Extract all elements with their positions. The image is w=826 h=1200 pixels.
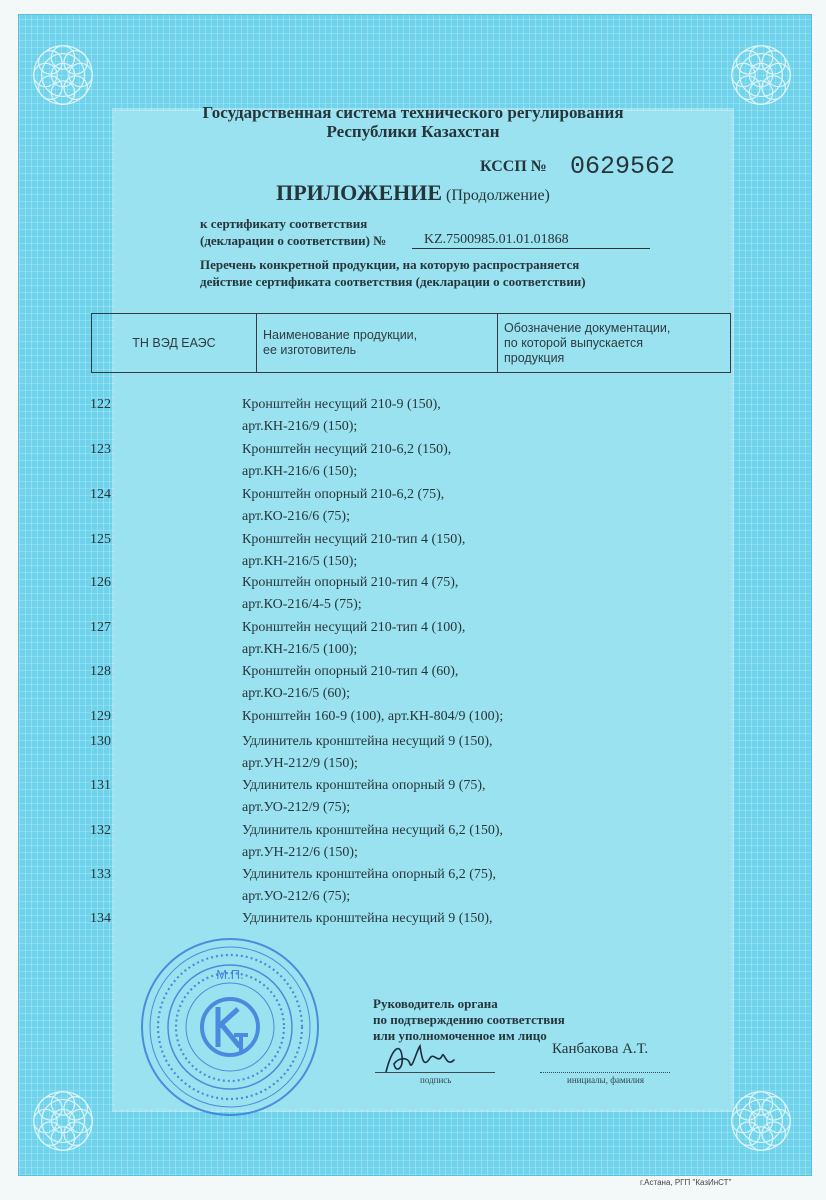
signer-name: Канбакова А.Т. [552, 1041, 649, 1057]
list-intro-line-2: действие сертификата соответствия (декларации о соответствии) [200, 274, 586, 289]
item-name-line-2: арт.КН-216/5 (150); [242, 554, 358, 569]
column-header-table [91, 313, 731, 373]
certificate-number: KZ.7500985.01.01.01868 [412, 232, 650, 249]
signature-line [375, 1072, 495, 1073]
official-stamp [138, 935, 322, 1119]
item-number: 132 [90, 823, 111, 838]
item-name [242, 908, 493, 930]
appendix-title-main: ПРИЛОЖЕНИЕ [276, 180, 443, 205]
item-name-line-1: Кронштейн опорный 210-тип 4 (75), [242, 575, 459, 590]
appendix-title [0, 180, 826, 206]
signatory-title-line-3: или уполномоченное им лицо [373, 1028, 547, 1043]
item-name [242, 661, 458, 705]
signatory-title-line-1: Руководитель органа [373, 996, 498, 1011]
item-name-line-1: Кронштейн несущий 210-тип 4 (150), [242, 532, 466, 547]
item-name-line-2: арт.КН-216/6 (150); [242, 464, 358, 479]
item-name [242, 484, 444, 528]
reference-line-1: к сертификату соответствия [200, 216, 368, 231]
item-name-line-1: Кронштейн несущий 210-9 (150), [242, 397, 441, 412]
column-documentation [498, 314, 731, 373]
column-tn-ved-label: ТН ВЭД ЕАЭС [132, 335, 216, 350]
corner-rosette-bottom-right [722, 1082, 800, 1160]
item-name-line-1: Удлинитель кронштейна опорный 6,2 (75), [242, 867, 497, 882]
corner-rosette-bottom-left [24, 1082, 102, 1160]
signatory-title-line-2: по подтверждению соответствия [373, 1012, 565, 1027]
item-number: 129 [90, 709, 111, 724]
item-name [242, 731, 493, 775]
item-number: 133 [90, 867, 111, 882]
item-number: 134 [90, 911, 111, 926]
column-documentation-line-3: продукция [504, 350, 565, 365]
item-name-line-2: арт.УО-212/9 (75); [242, 800, 351, 815]
header-line-1: Государственная система технического регулирования [202, 103, 624, 122]
item-name-line-1: Кронштейн несущий 210-6,2 (150), [242, 442, 452, 457]
item-name-line-1: Удлинитель кронштейна несущий 9 (150), [242, 911, 493, 926]
item-name [242, 439, 451, 483]
column-product-name [257, 314, 498, 373]
item-name-line-1: Кронштейн опорный 210-тип 4 (60), [242, 664, 459, 679]
kssp-label: КССП № [480, 158, 547, 175]
printer-imprint: г.Астана, РГП "КазИнСТ" [640, 1178, 732, 1187]
item-name-line-2: арт.КН-216/5 (100); [242, 642, 358, 657]
signature-caption: подпись [420, 1075, 452, 1085]
item-name-line-2: арт.КО-216/4-5 (75); [242, 597, 362, 612]
item-name [242, 529, 465, 573]
item-name [242, 617, 465, 661]
item-name [242, 775, 486, 819]
item-name-line-2: арт.КО-216/6 (75); [242, 509, 350, 524]
item-number: 122 [90, 397, 111, 412]
item-number: 123 [90, 442, 111, 457]
item-name-line-1: Удлинитель кронштейна опорный 9 (75), [242, 778, 486, 793]
item-number: 131 [90, 778, 111, 793]
item-name [242, 706, 503, 728]
reference-line-2: (декларации о соответствии) № [200, 233, 387, 248]
item-name-line-1: Кронштейн 160-9 (100), арт.КН-804/9 (100); [242, 709, 504, 724]
item-name-line-2: арт.УН-212/6 (150); [242, 845, 358, 860]
initials-caption: инициалы, фамилия [567, 1075, 644, 1085]
header-line-2: Республики Казахстан [326, 122, 500, 141]
appendix-title-continued: (Продолжение) [446, 187, 550, 204]
item-name-line-2: арт.КН-216/9 (150); [242, 419, 358, 434]
item-number: 124 [90, 487, 111, 502]
stamp-mp: М.П. [216, 967, 244, 982]
item-name [242, 864, 496, 908]
list-intro-line-1: Перечень конкретной продукции, на которую распространяется [200, 257, 580, 272]
item-name [242, 572, 458, 616]
item-number: 126 [90, 575, 111, 590]
column-product-name-line-2: ее изготовитель [263, 343, 357, 357]
item-name-line-1: Кронштейн опорный 210-6,2 (75), [242, 487, 445, 502]
item-name [242, 820, 503, 864]
item-name-line-2: арт.УО-212/6 (75); [242, 889, 351, 904]
item-name-line-2: арт.КО-216/5 (60); [242, 686, 350, 701]
item-number: 128 [90, 664, 111, 679]
column-documentation-line-1: Обозначение документации, [504, 320, 671, 335]
item-number: 125 [90, 532, 111, 547]
item-number: 127 [90, 620, 111, 635]
item-number: 130 [90, 734, 111, 749]
kssp-number: 0629562 [570, 152, 676, 181]
item-name-line-1: Кронштейн несущий 210-тип 4 (100), [242, 620, 466, 635]
column-documentation-line-2: по которой выпускается [504, 335, 643, 350]
item-name-line-1: Удлинитель кронштейна несущий 6,2 (150), [242, 823, 504, 838]
column-product-name-line-1: Наименование продукции, [263, 328, 418, 342]
item-name-line-2: арт.УН-212/9 (150); [242, 756, 358, 771]
initials-line [540, 1072, 670, 1073]
column-tn-ved [92, 314, 257, 373]
item-name-line-1: Удлинитель кронштейна несущий 9 (150), [242, 734, 493, 749]
item-name [242, 394, 441, 438]
